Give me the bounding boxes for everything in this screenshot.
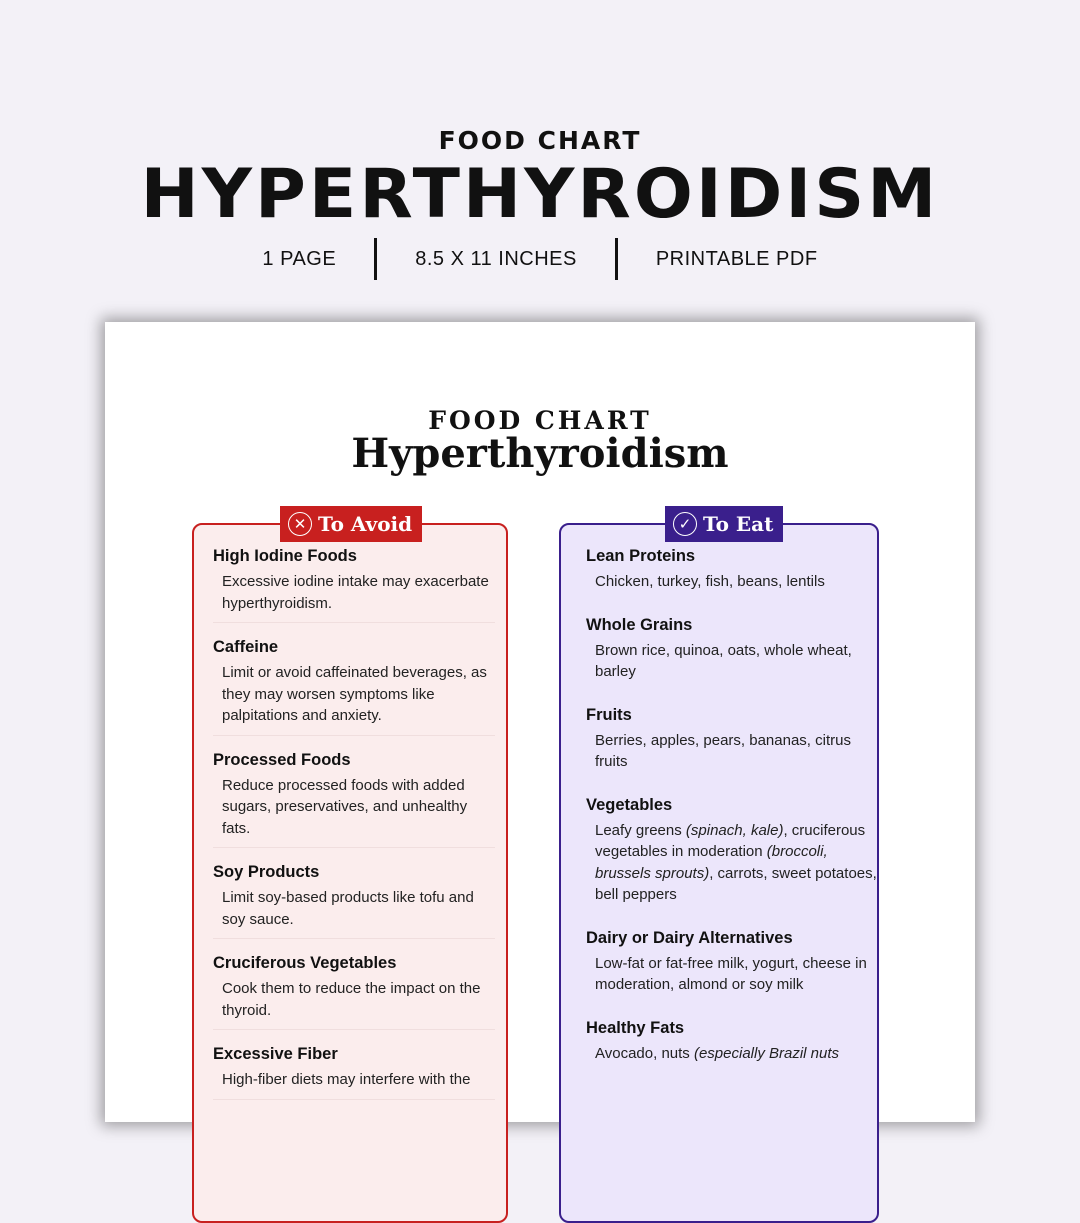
item-description: Limit or avoid caffeinated beverages, as they may worsen symptoms like palpitations and anxiety. bbox=[222, 664, 487, 724]
description-part: (broccoli, brussels sprouts) bbox=[595, 843, 828, 882]
header-meta bbox=[0, 238, 1080, 280]
meta-format: PRINTABLE PDF bbox=[655, 247, 818, 270]
to-avoid-label: To Avoid bbox=[318, 512, 413, 536]
item-title: Dairy or Dairy Alternatives bbox=[586, 928, 793, 947]
list-item bbox=[213, 860, 495, 939]
list-item bbox=[586, 1016, 877, 1065]
chart-preview-page bbox=[105, 322, 975, 1122]
list-item bbox=[586, 613, 877, 683]
item-title: Caffeine bbox=[213, 638, 279, 656]
x-circle-icon: ✕ bbox=[288, 512, 312, 536]
list-item bbox=[213, 1042, 495, 1100]
item-title: Processed Foods bbox=[213, 750, 351, 769]
item-title: Lean Proteins bbox=[586, 547, 696, 565]
item-description: Berries, apples, pears, bananas, citrus fruits bbox=[595, 731, 851, 770]
item-description: Limit soy-based products like tofu and soy sauce. bbox=[222, 889, 474, 928]
header-title: HYPERTHYROIDISM bbox=[140, 155, 940, 234]
item-description: Brown rice, quinoa, oats, whole wheat, barley bbox=[595, 641, 852, 680]
item-title: Soy Products bbox=[213, 863, 320, 881]
description-part: , cruciferous vegetables in moderation bbox=[595, 821, 866, 860]
list-item bbox=[213, 951, 495, 1030]
item-title: Fruits bbox=[586, 705, 632, 724]
list-item bbox=[586, 926, 877, 996]
item-title: Whole Grains bbox=[586, 615, 693, 634]
item-description: Cook them to reduce the impact on the thyroid. bbox=[222, 980, 481, 1019]
to-avoid-badge bbox=[280, 506, 422, 542]
item-title: Cruciferous Vegetables bbox=[213, 954, 397, 972]
item-title: Vegetables bbox=[586, 795, 673, 814]
list-item bbox=[213, 748, 495, 849]
item-title: Healthy Fats bbox=[586, 1018, 685, 1037]
list-item bbox=[586, 544, 877, 593]
description-part: (spinach, kale) bbox=[685, 821, 784, 839]
item-description bbox=[586, 820, 877, 906]
description-part: (especially Brazil nuts bbox=[693, 1044, 840, 1062]
item-description bbox=[586, 1043, 877, 1065]
page-subtitle: FOOD CHART bbox=[428, 406, 652, 435]
item-title: High Iodine Foods bbox=[213, 547, 357, 565]
description-part: , carrots, sweet potatoes, bell peppers bbox=[595, 864, 877, 903]
page-title: Hyperthyroidism bbox=[351, 430, 729, 477]
item-description: Excessive iodine intake may exacerbate hyperthyroidism. bbox=[222, 573, 489, 612]
item-description: Chicken, turkey, fish, beans, lentils bbox=[595, 573, 825, 590]
item-description: Low-fat or fat-free milk, yogurt, cheese in moderation, almond or soy milk bbox=[595, 954, 867, 993]
list-item bbox=[586, 793, 877, 906]
to-eat-badge bbox=[665, 506, 783, 542]
meta-size: 8.5 X 11 INCHES bbox=[415, 247, 577, 270]
list-item bbox=[213, 635, 495, 736]
item-description: Reduce processed foods with added sugars, preservatives, and unhealthy fats. bbox=[222, 776, 468, 837]
description-part: Avocado, nuts bbox=[595, 1044, 694, 1062]
item-description: High-fiber diets may interfere with the bbox=[222, 1071, 471, 1088]
list-item bbox=[586, 703, 877, 773]
meta-pages: 1 PAGE bbox=[262, 247, 337, 270]
description-part: Leafy greens bbox=[595, 821, 686, 839]
check-circle-icon: ✓ bbox=[673, 512, 697, 536]
to-eat-label: To Eat bbox=[703, 512, 774, 536]
list-item bbox=[213, 544, 495, 623]
to-avoid-panel bbox=[192, 512, 508, 1223]
to-eat-panel bbox=[559, 512, 879, 1223]
item-title: Excessive Fiber bbox=[213, 1045, 338, 1063]
header-subtitle: FOOD CHART bbox=[438, 126, 642, 155]
